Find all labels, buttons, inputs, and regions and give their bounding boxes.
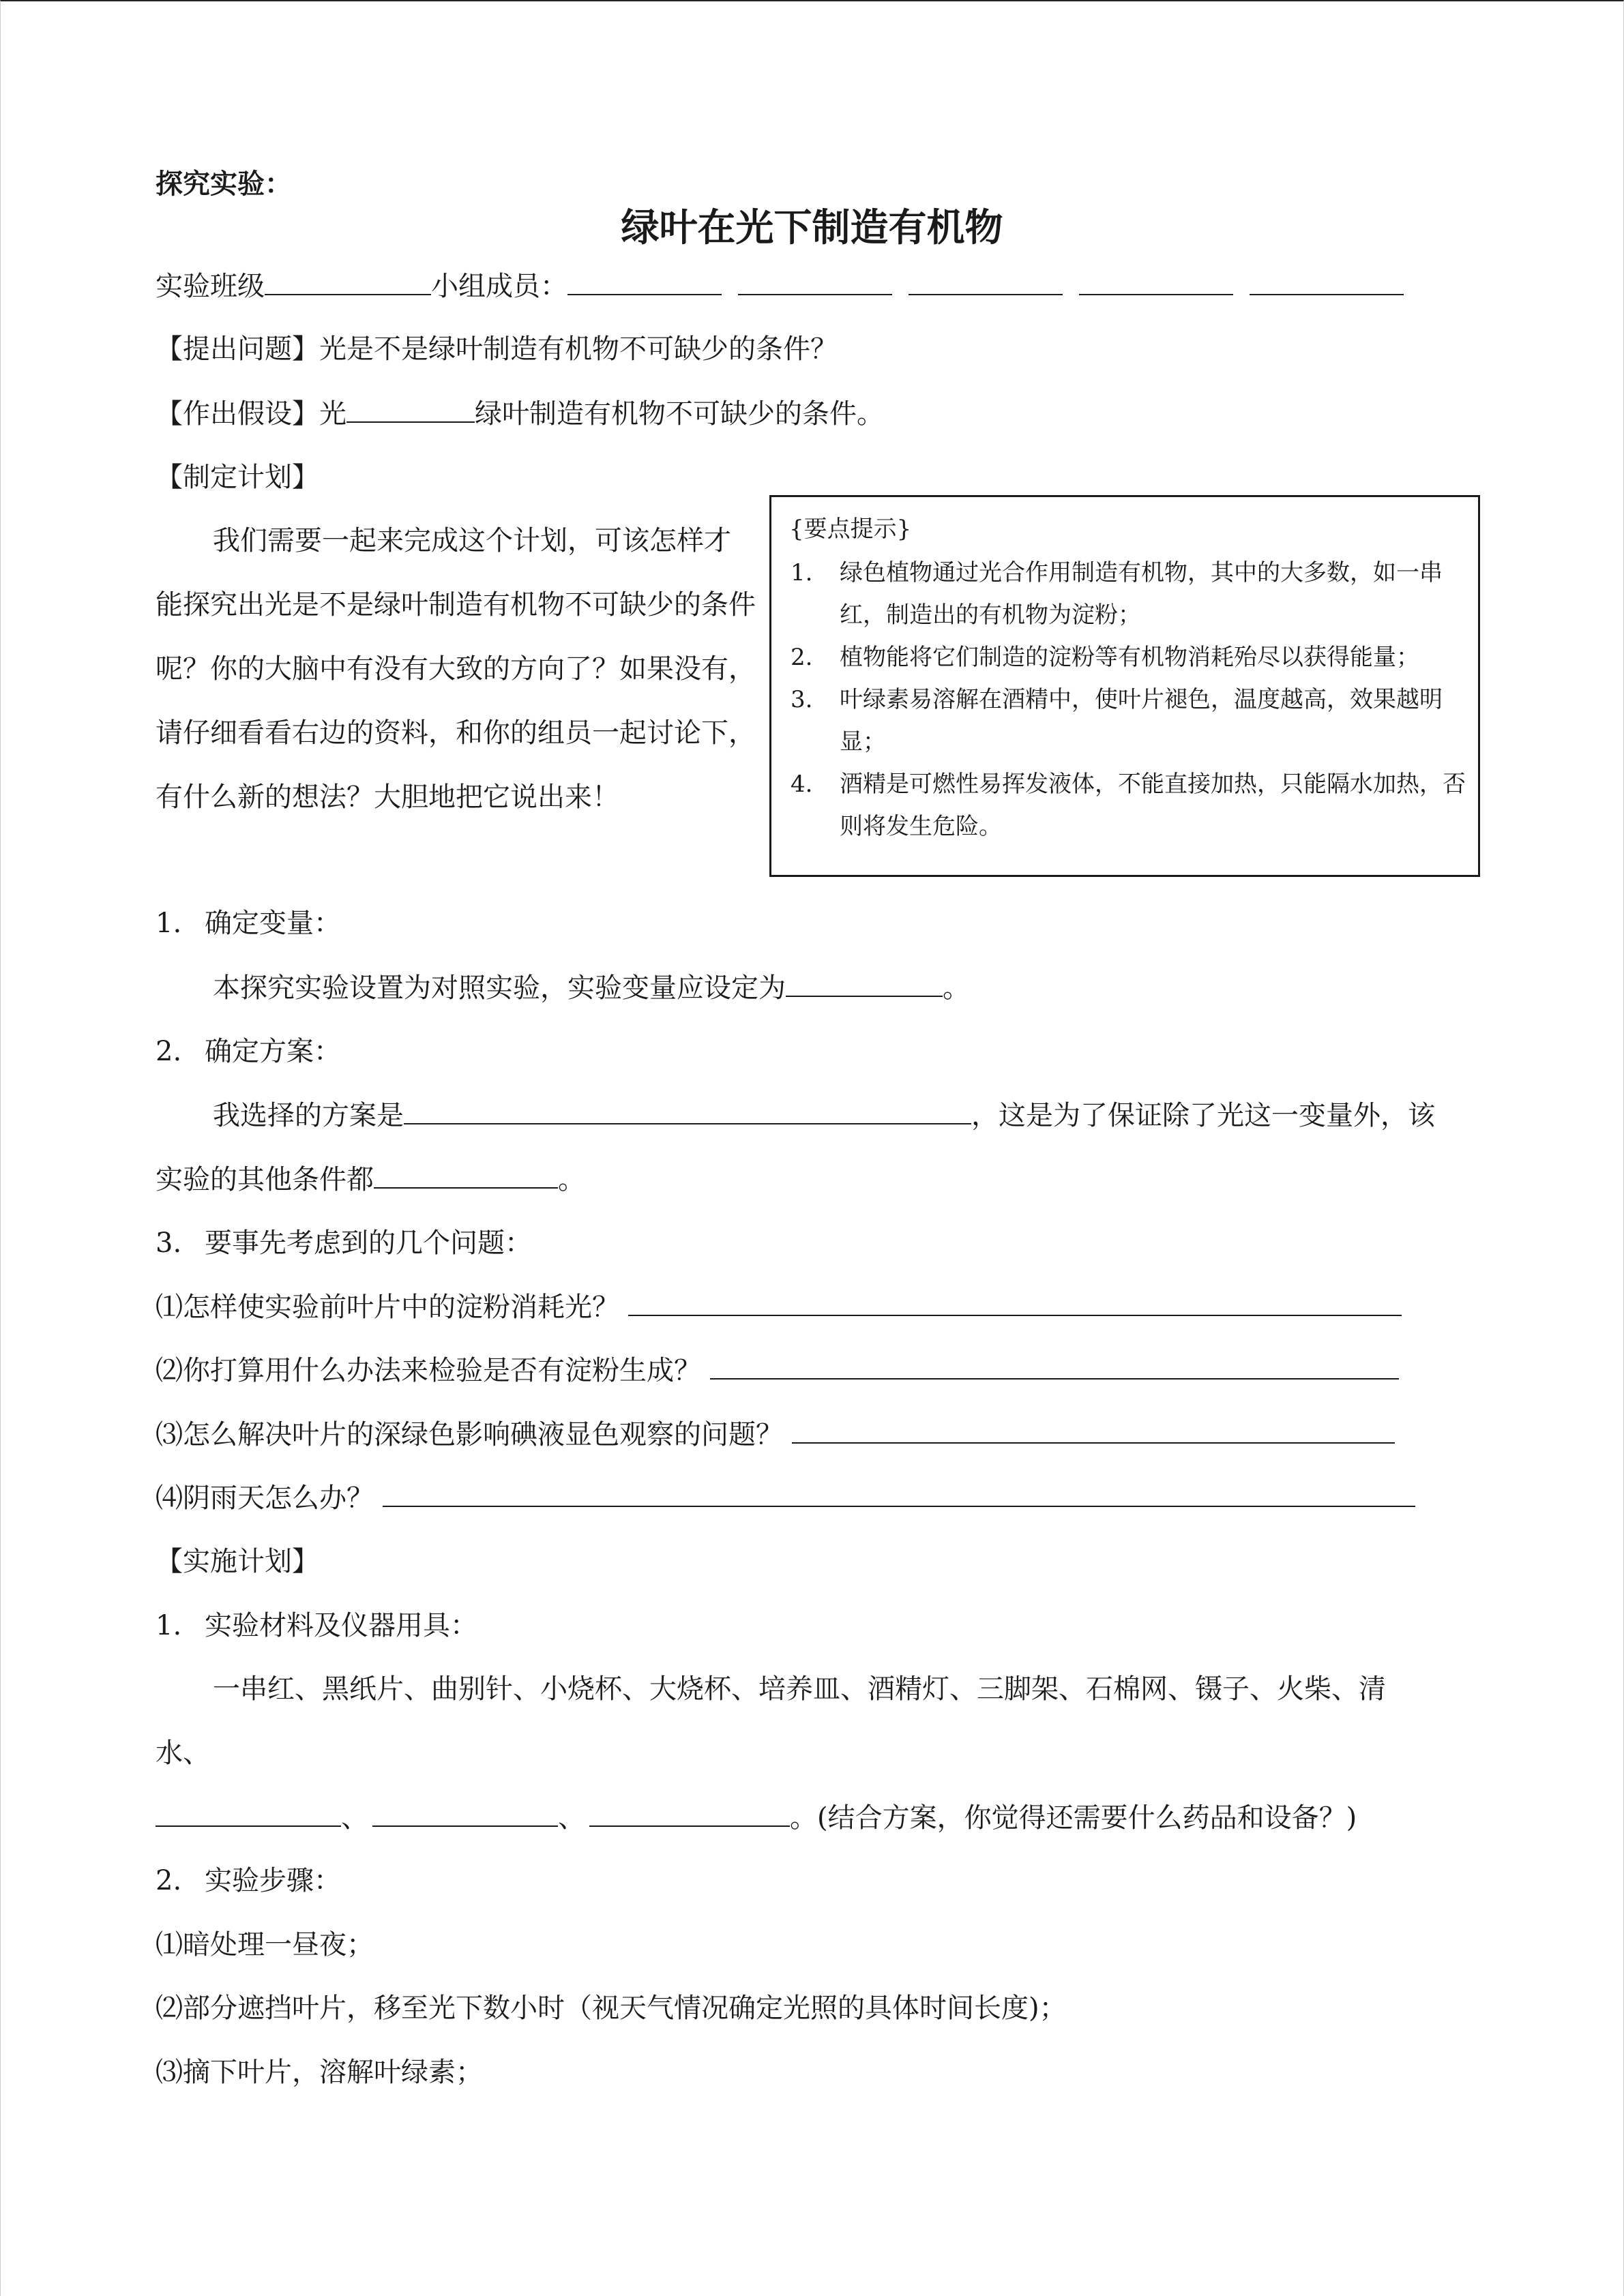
step2-heading	[156, 1032, 341, 1071]
page-title: 绿叶在光下制造有机物	[621, 205, 1003, 250]
question-text: 光是不是绿叶制造有机物不可缺少的条件？	[319, 333, 838, 365]
member-blank[interactable]	[1250, 267, 1404, 295]
step-number: 1.	[156, 908, 182, 939]
hint-item	[791, 679, 1473, 763]
step2-mid: ，这是为了保证除了光这一变量外，该	[971, 1100, 1435, 1131]
materials-heading	[156, 1607, 477, 1645]
question-tag: 【提出问题】	[156, 333, 319, 365]
hint-text: 绿色植物通过光合作用制造有机物，其中的大多数，如一串红，制造出的有机物为淀粉；	[840, 559, 1443, 629]
step-item: ⑵部分遮挡叶片，移至光下数小时（视天气情况确定光照的具体时间长度)；	[156, 1993, 1067, 2024]
step2-prefix: 我选择的方案是	[213, 1100, 404, 1131]
step1-suffix: 。	[943, 972, 970, 1004]
hypothesis-tag: 【作出假设】	[156, 398, 319, 430]
step2-line2-prefix: 实验的其他条件都	[156, 1164, 374, 1195]
hints-box	[769, 495, 1480, 877]
hint-number: 4.	[791, 771, 813, 798]
step-number: 2.	[156, 1036, 182, 1067]
member-blank[interactable]	[567, 267, 722, 295]
hint-item	[791, 552, 1473, 636]
answer-blank[interactable]	[383, 1478, 1415, 1507]
implement-tag: 【实施计划】	[156, 1546, 319, 1577]
material-blank[interactable]	[589, 1798, 790, 1827]
step2-text	[213, 1096, 1435, 1135]
conditions-blank[interactable]	[374, 1160, 558, 1189]
step-title: 确定变量：	[205, 908, 341, 939]
plan-blank[interactable]	[404, 1096, 971, 1124]
hint-number: 3.	[791, 686, 813, 713]
member-blank[interactable]	[1079, 267, 1233, 295]
steps-heading	[156, 1862, 341, 1900]
question-item	[156, 1351, 1399, 1390]
hint-number: 1.	[791, 559, 813, 586]
hint-item	[791, 636, 1473, 679]
step-number: 3.	[156, 1227, 182, 1259]
step2-line2-suffix: 。	[558, 1164, 585, 1195]
variable-blank[interactable]	[786, 968, 943, 997]
materials-line2: 水、	[156, 1738, 210, 1769]
member-blank[interactable]	[909, 267, 1063, 295]
materials-line1: 一串红、黑纸片、曲别针、小烧杯、大烧杯、培养皿、酒精灯、三脚架、石棉网、镊子、火柴、清	[213, 1673, 1386, 1705]
class-blank[interactable]	[265, 267, 431, 295]
material-blank[interactable]	[156, 1798, 341, 1827]
hypothesis-prefix: 光	[319, 398, 346, 430]
step-title: 要事先考虑到的几个问题：	[205, 1227, 532, 1259]
section-label: 探究实验：	[156, 168, 292, 200]
step-number: 2.	[156, 1865, 182, 1896]
hints-title: {要点提示}	[789, 516, 912, 543]
separator: 、	[558, 1802, 585, 1834]
answer-blank[interactable]	[710, 1351, 1399, 1380]
question-line	[156, 330, 838, 368]
hint-item	[791, 763, 1473, 848]
answer-blank[interactable]	[628, 1287, 1402, 1316]
hint-text: 叶绿素易溶解在酒精中，使叶片褪色，温度越高，效果越明显；	[840, 686, 1443, 756]
question-item	[156, 1478, 1415, 1517]
separator: 、	[341, 1802, 368, 1834]
plan-tag: 【制定计划】	[156, 462, 319, 493]
question-item	[156, 1287, 1402, 1326]
step-title: 实验材料及仪器用具：	[205, 1610, 477, 1641]
question-item	[156, 1415, 1395, 1454]
step-title: 确定方案：	[205, 1036, 341, 1067]
hint-number: 2.	[791, 644, 813, 671]
question-text: ⑵你打算用什么办法来检验是否有淀粉生成？	[156, 1355, 701, 1386]
class-label: 实验班级	[156, 271, 265, 302]
step-title: 实验步骤：	[205, 1865, 341, 1896]
step1-text	[213, 968, 970, 1007]
hypothesis-suffix: 绿叶制造有机物不可缺少的条件。	[475, 398, 884, 430]
step3-heading	[156, 1224, 532, 1262]
hypothesis-blank[interactable]	[346, 394, 475, 423]
step2-text-line2	[156, 1160, 585, 1199]
step-item: ⑶摘下叶片，溶解叶绿素；	[156, 2057, 483, 2088]
members-label: 小组成员：	[431, 271, 567, 302]
answer-blank[interactable]	[792, 1415, 1395, 1444]
materials-line3	[156, 1798, 1357, 1837]
hint-text: 植物能将它们制造的淀粉等有机物消耗殆尽以获得能量；	[840, 644, 1419, 671]
member-blank[interactable]	[738, 267, 892, 295]
plan-intro: 我们需要一起来完成这个计划，可该怎样才能探究出光是不是绿叶制造有机物不可缺少的条件呢？你的大脑中有没有大致的方向了？如果没有，请仔细看看右边的资料，和你的组员一起讨论下，有什么新的想法？大胆地把它说出来！	[156, 525, 756, 813]
material-blank[interactable]	[372, 1798, 558, 1827]
step1-heading	[156, 904, 341, 942]
step-number: 1.	[156, 1610, 182, 1641]
materials-tail: 。(结合方案，你觉得还需要什么药品和设备？)	[790, 1802, 1357, 1834]
info-line	[156, 267, 1404, 305]
question-text: ⑷阴雨天怎么办？	[156, 1482, 374, 1514]
question-text: ⑶怎么解决叶片的深绿色影响碘液显色观察的问题？	[156, 1419, 783, 1450]
step-item: ⑴暗处理一昼夜；	[156, 1929, 374, 1960]
hypothesis-line	[156, 394, 884, 433]
question-text: ⑴怎样使实验前叶片中的淀粉消耗光？	[156, 1292, 619, 1323]
hint-text: 酒精是可燃性易挥发液体，不能直接加热，只能隔水加热，否则将发生危险。	[840, 771, 1466, 840]
step1-prefix: 本探究实验设置为对照实验，实验变量应设定为	[213, 972, 786, 1004]
